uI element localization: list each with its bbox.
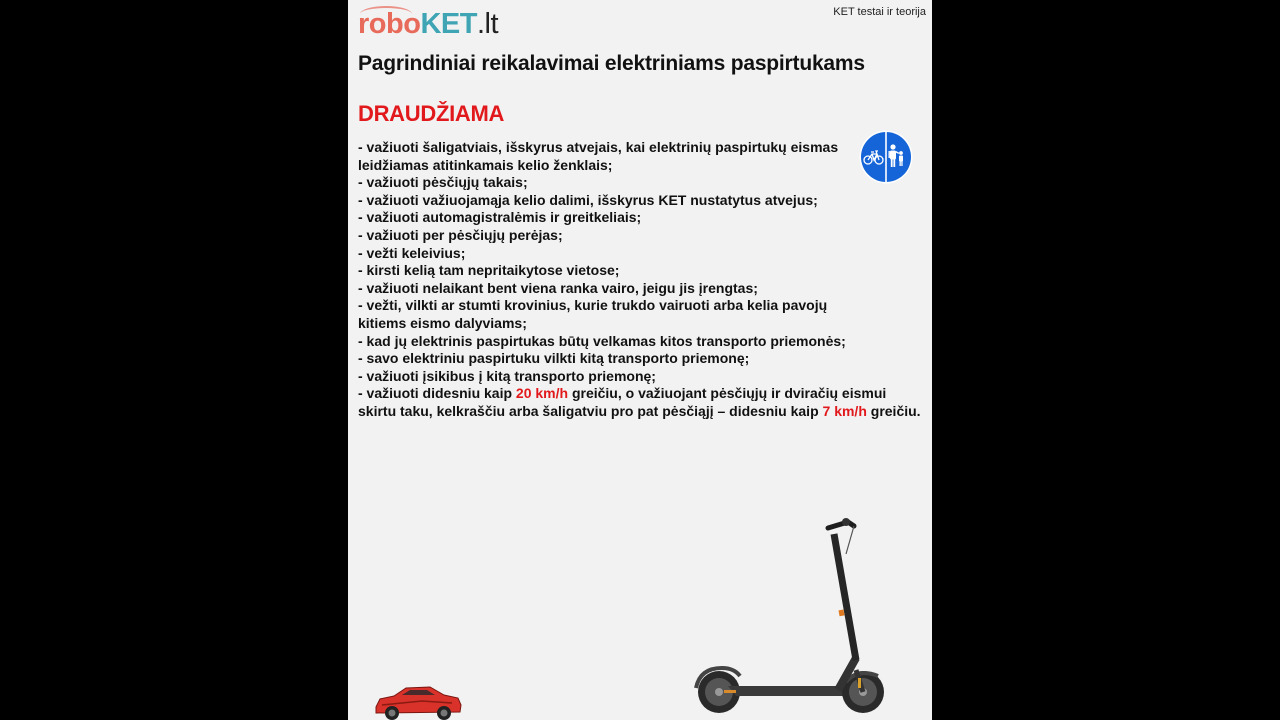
speed-rule-line-1 <box>358 385 928 403</box>
logo-ket: KET <box>420 8 477 40</box>
rule-line: - vežti keleivius; <box>358 244 466 261</box>
speed-limit-7: 7 km/h <box>822 402 867 419</box>
logo-robo: robo <box>358 8 421 40</box>
tagline: KET testai ir teorija <box>833 6 926 18</box>
rule-line: - važiuoti įsikibus į kitą transporto priemonę; <box>358 367 656 384</box>
speed-rule-text: greičiu, o važiuojant pėsčiųjų ir dviračių eismui <box>568 385 887 402</box>
rule-line: - kirsti kelią tam nepritaikytose vietose; <box>358 262 620 279</box>
rule-line: - savo elektriniu paspirtuku vilkti kitą transporto priemonę; <box>358 350 750 367</box>
speed-rule-line-2 <box>358 403 928 421</box>
speed-rule-text: - važiuoti didesniu kaip <box>358 385 516 402</box>
rule-line: - vežti, vilkti ar stumti krovinius, kurie trukdo vairuoti arba kelia pavojų <box>358 297 828 314</box>
section-heading-prohibited: DRAUDŽIAMA <box>358 101 505 126</box>
rule-line: - važiuoti šaligatviais, išskyrus atvejais, kai elektrinių paspirtukų eismas <box>358 139 839 155</box>
rule-line: - kad jų elektrinis paspirtukas būtų velkamas kitos transporto priemonės; <box>358 332 846 349</box>
bicycle-pedestrian-sign-icon <box>859 130 913 184</box>
logo <box>358 6 498 42</box>
speed-rule-text: skirtu taku, kelkraščiu arba šaligatviu pro pat pėsčiąjį – didesniu kaip <box>358 402 823 419</box>
rule-line: - važiuoti pėsčiųjų takais; <box>358 174 528 191</box>
red-car-icon <box>372 683 464 720</box>
rule-line: - važiuoti važiuojamąja kelio dalimi, išskyrus KET nustatytus atvejus; <box>358 191 818 208</box>
content-panel <box>348 0 932 720</box>
speed-rule-text: greičiu. <box>866 402 921 419</box>
speed-limit-20: 20 km/h <box>515 385 569 402</box>
rule-line: - važiuoti automagistralėmis ir greitkeliais; <box>358 209 642 226</box>
logo-tld: .lt <box>476 8 498 40</box>
page-title: Pagrindiniai reikalavimai elektriniams paspirtukams <box>358 52 865 75</box>
rule-line: - važiuoti nelaikant bent viena ranka vairo, jeigu jis įrengtas; <box>358 279 758 296</box>
rule-line: kitiems eismo dalyviams; <box>358 314 527 331</box>
rule-line: - važiuoti per pėsčiųjų perėjas; <box>358 226 563 243</box>
rule-line: leidžiamas atitinkamais kelio ženklais; <box>358 156 613 173</box>
electric-scooter-icon <box>688 510 888 720</box>
rules-list <box>358 139 928 421</box>
